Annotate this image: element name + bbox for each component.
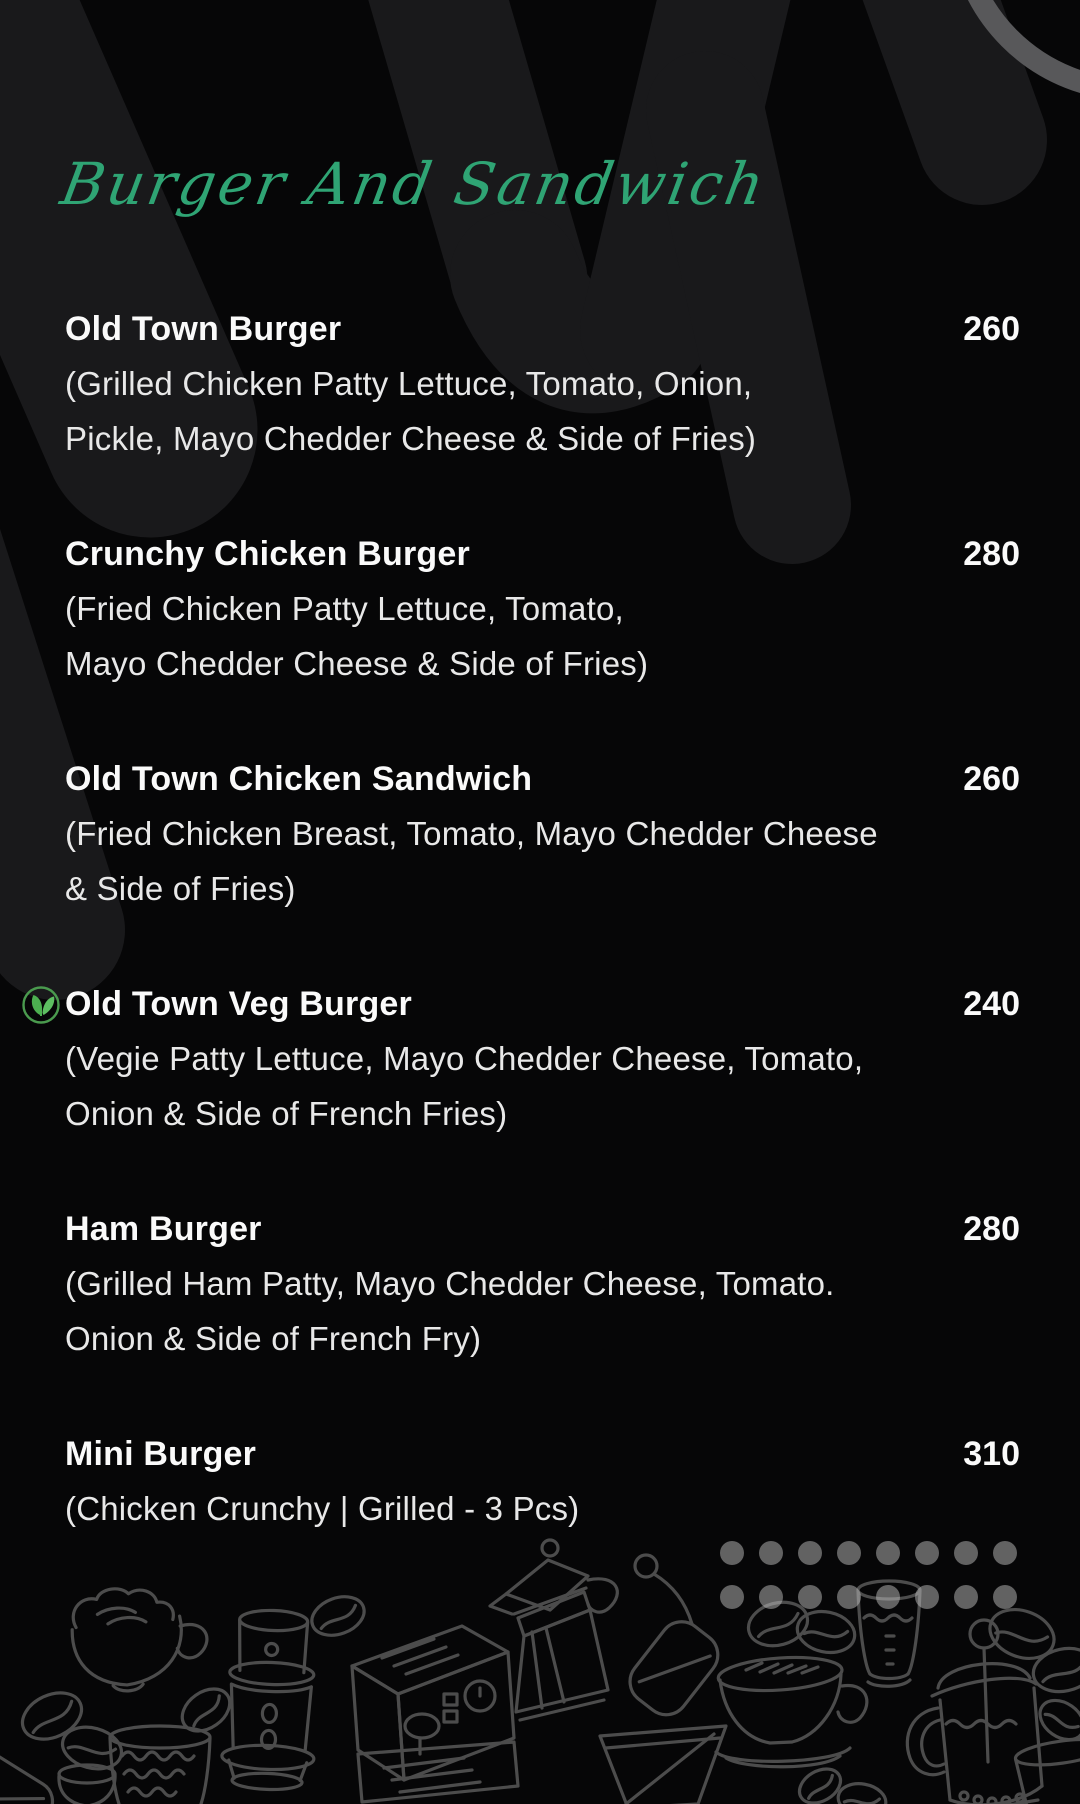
menu-item	[65, 1208, 1020, 1366]
item-description	[65, 806, 1020, 916]
item-name: Ham Burger	[65, 1210, 262, 1248]
item-name: Crunchy Chicken Burger	[65, 535, 470, 573]
patterned-mug-icon	[110, 1726, 210, 1804]
item-price: 240	[963, 985, 1020, 1023]
dot	[954, 1585, 978, 1609]
dot	[837, 1541, 861, 1565]
item-price: 280	[963, 1210, 1020, 1248]
menu-item	[65, 533, 1020, 691]
dot	[876, 1541, 900, 1565]
item-desc-line: (Vegie Patty Lettuce, Mayo Chedder Cheese, Tomato,	[65, 1040, 864, 1077]
item-description	[65, 581, 1020, 691]
item-desc-line: Mayo Chedder Cheese & Side of Fries)	[65, 645, 649, 682]
french-press-icon	[907, 1620, 1042, 1804]
item-name: Old Town Chicken Sandwich	[65, 760, 533, 798]
menu-item	[65, 308, 1020, 466]
menu-item-veg	[65, 983, 1020, 1141]
dot	[837, 1585, 861, 1609]
item-description	[65, 1256, 1020, 1366]
item-desc-line: (Fried Chicken Breast, Tomato, Mayo Chedder Cheese	[65, 815, 878, 852]
item-desc-line: Onion & Side of French Fry)	[65, 1320, 482, 1357]
dot	[915, 1585, 939, 1609]
item-price: 260	[963, 760, 1020, 798]
espresso-machine-icon	[352, 1626, 518, 1802]
item-desc-line: (Chicken Crunchy | Grilled - 3 Pcs)	[65, 1490, 580, 1527]
item-description	[65, 1031, 1020, 1141]
veg-seedling-icon	[21, 985, 61, 1025]
menu-list	[65, 308, 1020, 1603]
item-desc-line: Onion & Side of French Fries)	[65, 1095, 508, 1132]
section-title: Burger And Sandwich	[56, 150, 772, 218]
item-desc-line: & Side of Fries)	[65, 870, 296, 907]
dot	[720, 1585, 744, 1609]
dot	[993, 1585, 1017, 1609]
espresso-cup-icon	[716, 1654, 867, 1767]
dot	[876, 1585, 900, 1609]
item-desc-line: (Fried Chicken Patty Lettuce, Tomato,	[65, 590, 624, 627]
coffee-bean-icon	[836, 1780, 889, 1804]
dot	[993, 1541, 1017, 1565]
coffee-bean-icon	[1029, 1643, 1080, 1697]
dot	[798, 1585, 822, 1609]
coffee-bean-icon	[983, 1601, 1061, 1667]
item-description	[65, 356, 1020, 466]
item-price: 280	[963, 535, 1020, 573]
aeropress-icon	[221, 1609, 319, 1791]
dot	[954, 1541, 978, 1565]
coffee-bean-icon	[174, 1680, 237, 1739]
dot	[915, 1541, 939, 1565]
item-desc-line: Pickle, Mayo Chedder Cheese & Side of Fries)	[65, 420, 757, 457]
item-name: Old Town Burger	[65, 310, 342, 348]
item-desc-line: (Grilled Chicken Patty Lettuce, Tomato, Onion,	[65, 365, 753, 402]
item-name: Old Town Veg Burger	[65, 985, 412, 1023]
coffee-bean-icon	[15, 1684, 89, 1748]
filter-cone-icon	[600, 1726, 726, 1804]
dot	[759, 1541, 783, 1565]
item-description	[65, 1481, 1020, 1536]
menu-item	[65, 758, 1020, 916]
item-desc-line: (Grilled Ham Patty, Mayo Chedder Cheese, Tomato.	[65, 1265, 835, 1302]
dots-grid	[720, 1541, 1017, 1609]
dot	[720, 1541, 744, 1565]
menu-item	[65, 1433, 1020, 1536]
scoop-icon	[0, 1746, 60, 1804]
dot	[798, 1541, 822, 1565]
small-cup-icon	[59, 1765, 115, 1804]
item-name: Mini Burger	[65, 1435, 257, 1473]
dot	[759, 1585, 783, 1609]
item-price: 310	[963, 1435, 1020, 1473]
item-price: 260	[963, 310, 1020, 348]
tilted-mug-icon	[1014, 1735, 1080, 1804]
